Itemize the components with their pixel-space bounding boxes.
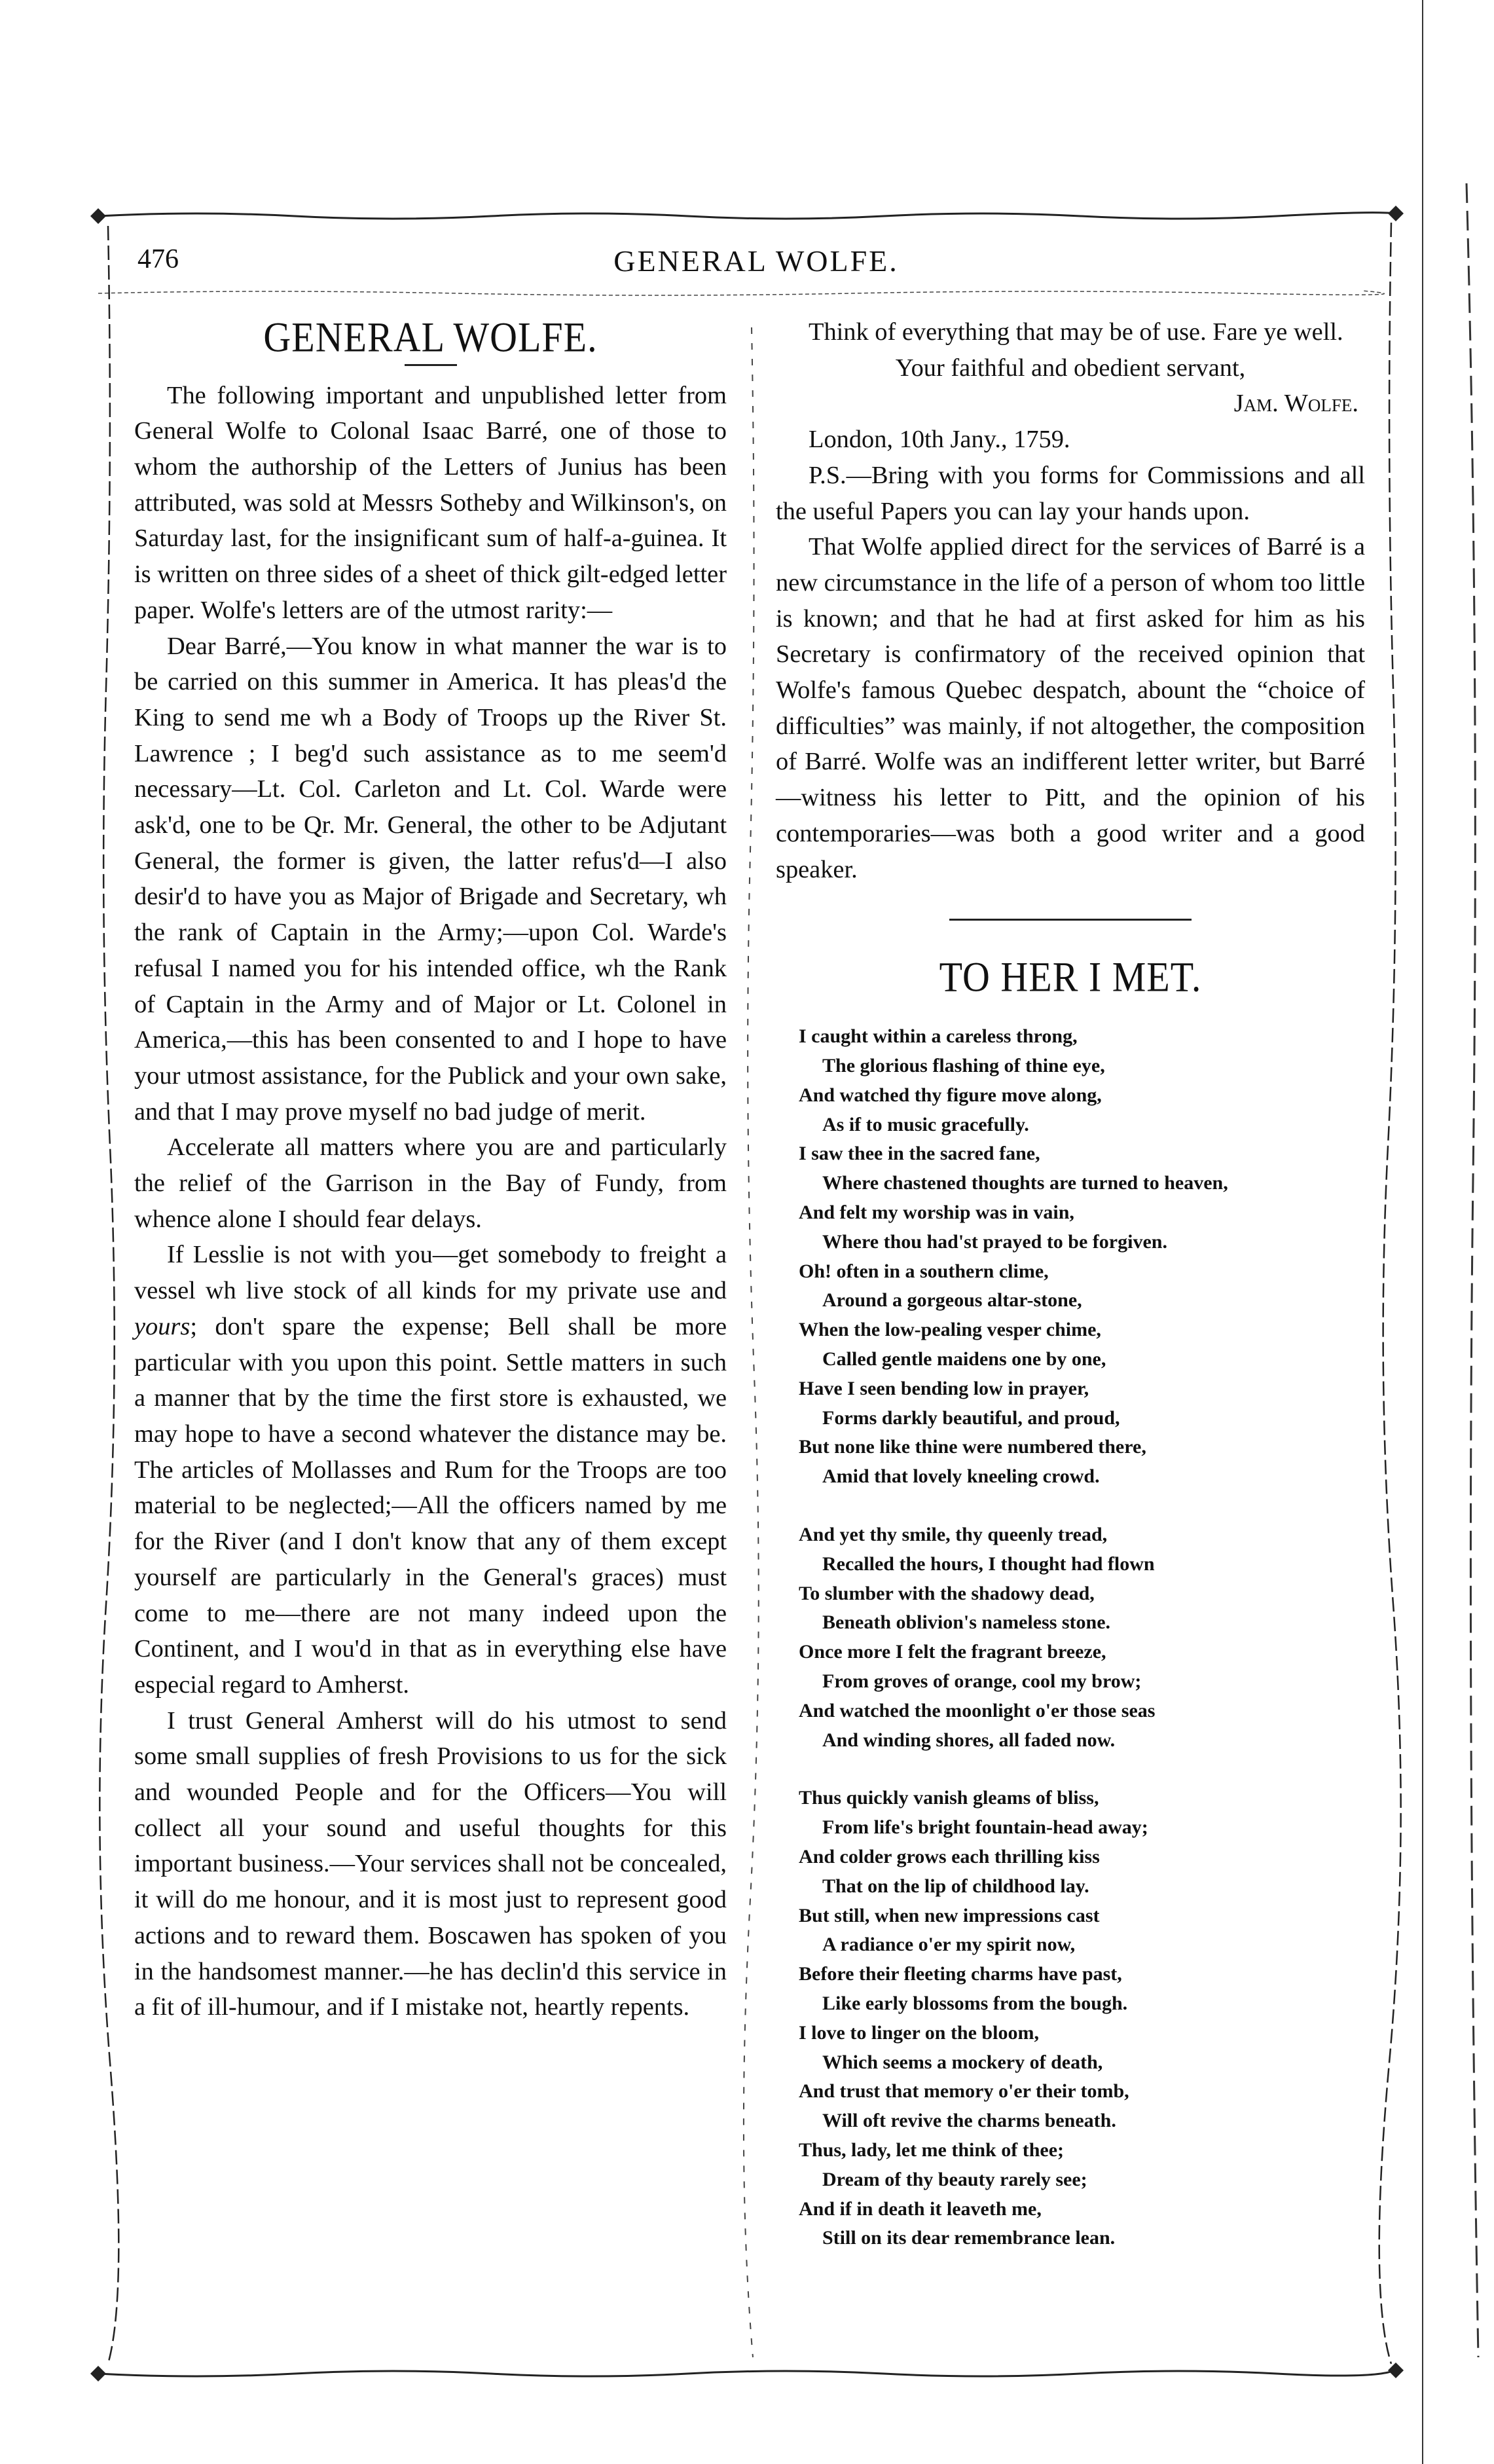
italic-word: yours <box>134 1312 191 1340</box>
poem-line: I love to linger on the bloom, <box>799 2021 1039 2044</box>
letter-paragraph: Think of everything that may be of use. Fare ye well. <box>809 318 1343 346</box>
poem-stanza <box>799 1520 1365 1755</box>
poem-line: Before their fleeting charms have past, <box>799 1963 1122 1985</box>
poem-line: And winding shores, all faded now. <box>822 1729 1116 1751</box>
letter-paragraph: Dear Barré,—You know in what manner the war is to be carried on this summer in America. It has pleas'd the King to send me wh a Body of Troops up the River St. Lawrence ; I beg'd such assistance as to me seem'd necessary—Lt. Col. Carleton and Lt. Col. Warde were ask'd, one to be Qr. Mr. General, the other to be Adjutant General, the former is given, the latter refus'd—I also desir'd to have you as Major of Brigade and Secretary, wh the rank of Captain in the Army;—upon Col. Warde's refusal I named you for his intended office, wh the Rank of Captain in the Army and of Major or Lt. Colonel in America,—this has been consented to and I hope to have your utmost assistance, for the Publick and your own sake, and that I may prove myself no bad judge of merit. <box>134 632 727 1126</box>
poem-line: Like early blossoms from the bough. <box>822 1992 1128 2014</box>
poem-line: Where chastened thoughts are turned to heaven, <box>822 1172 1228 1194</box>
poem-line: Thus, lady, let me think of thee; <box>799 2139 1065 2161</box>
poem-line: And if in death it leaveth me, <box>799 2197 1042 2220</box>
left-column <box>134 314 727 2025</box>
section-separator <box>949 919 1192 921</box>
poem-title: TO HER I MET. <box>939 953 1202 1001</box>
commentary-paragraph: That Wolfe applied direct for the services of Barré is a new circumstance in the life of a person of whom too little is known; and that he had at first asked for him as his Secretary is confirmatory of the received opinion that Wolfe's famous Quebec despatch, abount the “choice of difficulties” was mainly, if not altogether, the composition of Barré. Wolfe was an indifferent letter writer, but Barré—witness his letter to Pitt, and the opinion of his contemporaries—was both a good writer and a good speaker. <box>776 533 1365 883</box>
poem-line: Dream of thy beauty rarely see; <box>822 2168 1087 2190</box>
poem-line: And watched thy figure move along, <box>799 1084 1102 1106</box>
poem-line: And trust that memory o'er their tomb, <box>799 2080 1129 2103</box>
poem-line: Called gentle maidens one by one, <box>822 1348 1106 1370</box>
letter-date: London, 10th Jany., 1759. <box>809 426 1070 454</box>
poem-line: Have I seen bending low in prayer, <box>799 1377 1089 1399</box>
running-head: GENERAL WOLFE. <box>613 244 899 278</box>
poem-line: A radiance o'er my spirit now, <box>822 1934 1076 1956</box>
poem-line: Which seems a mockery of death, <box>822 2051 1103 2073</box>
poem-stanza <box>799 1784 1365 2253</box>
letter-paragraph: Accelerate all matters where you are and particularly the relief of the Garrison in the Bay of Fundy, from whence alone I should fear delays. <box>134 1133 727 1233</box>
poem-line: As if to music gracefully. <box>822 1113 1029 1135</box>
letter-paragraph <box>134 1237 727 1702</box>
poem-line: That on the lip of childhood lay. <box>822 1875 1089 1897</box>
intro-paragraph: The following important and unpublished letter from General Wolfe to Colonal Isaac Barré, one of those to whom the authorship of the Letters of Junius has been attributed, was sold at Messrs Sotheby and Wilkinson's, on Saturday last, for the insignificant sum of half-a-guinea. It is written on three sides of a sheet of thick gilt-edged letter paper. Wolfe's letters are of the utmost rarity:— <box>134 381 727 624</box>
letter-signature: Jam. Wolfe. <box>1233 390 1358 418</box>
poem-line: Once more I felt the fragrant breeze, <box>799 1641 1106 1663</box>
lesslie-text: If Lesslie is not with you—get somebody to freight a vessel wh live stock of all kinds for my private use and <box>134 1241 727 1305</box>
poem-line: Will oft revive the charms beneath. <box>822 2110 1116 2132</box>
poem-line: Amid that lovely kneeling crowd. <box>822 1465 1100 1488</box>
poem-line: And felt my worship was in vain, <box>799 1202 1074 1224</box>
lesslie-text-cont: Bell shall be more particular with you upon this point. Settle matters in such a manner that by the time the first store is exhausted, we may hope to have a second whatever the distance may be. The articles of Mollasses and Rum for the Troops are too material to be neglected;—All the officers named by me for the River (and I don't know that any of them except yourself are particularly in the General's graces) must come to me—there are not many indeed upon the Continent, and I wou'd in that as in everything else have especial regard to Amherst. <box>134 1312 727 1699</box>
poem-line: Still on its dear remembrance lean. <box>822 2227 1116 2249</box>
poem-line: Oh! often in a southern clime, <box>799 1260 1049 1282</box>
poem-line: But none like thine were numbered there, <box>799 1436 1146 1458</box>
article-title: GENERAL WOLFE. <box>263 313 598 361</box>
letter-closing: Your faithful and obedient servant, <box>895 354 1246 382</box>
poem-line: I caught within a careless throng, <box>799 1025 1078 1048</box>
poem-line: Beneath oblivion's nameless stone. <box>822 1611 1111 1634</box>
title-rule <box>405 364 457 366</box>
poem-line: And colder grows each thrilling kiss <box>799 1845 1100 1867</box>
page-number: 476 <box>137 244 179 274</box>
page-header <box>137 244 1375 289</box>
letter-paragraph: I trust General Amherst will do his utmost to send some small supplies of fresh Provisions to us for the sick and wounded People and for the Officers—You will collect all your sound and useful thoughts for this important business.—Your services shall not be concealed, it will do me honour, and it is most just to represent good actions and to reward them. Boscawen has spoken of you in the handsomest manner.—he has declin'd this service in a fit of ill-humour, and if I mistake not, heartly repents. <box>134 1706 727 2021</box>
right-column <box>776 314 1365 2282</box>
poem-line: From groves of orange, cool my brow; <box>822 1670 1142 1692</box>
postscript: P.S.—Bring with you forms for Commissions and all the useful Papers you can lay your hands upon. <box>776 461 1365 525</box>
poem-line: The glorious flashing of thine eye, <box>822 1055 1105 1077</box>
poem-line: But still, when new impressions cast <box>799 1904 1100 1926</box>
poem-line: Around a gorgeous altar-stone, <box>822 1289 1082 1312</box>
page-gutter-rule <box>1422 0 1423 2464</box>
poem-line: From life's bright fountain-head away; <box>822 1816 1148 1839</box>
poem-line: When the low-pealing vesper chime, <box>799 1319 1101 1341</box>
lesslie-text-after: ; don't spare the expense; <box>190 1312 508 1340</box>
poem-line: Thus quickly vanish gleams of bliss, <box>799 1787 1099 1809</box>
poem-line: And watched the moonlight o'er those seas <box>799 1699 1156 1721</box>
poem-stanza <box>799 1022 1365 1492</box>
poem-line: Forms darkly beautiful, and proud, <box>822 1407 1120 1429</box>
poem-body <box>799 1022 1365 2253</box>
poem-line: I saw thee in the sacred fane, <box>799 1143 1040 1165</box>
poem-line: And yet thy smile, thy queenly tread, <box>799 1524 1108 1545</box>
poem-line: Recalled the hours, I thought had flown <box>822 1553 1155 1575</box>
poem-line: Where thou had'st prayed to be forgiven. <box>822 1230 1167 1253</box>
poem-line: To slumber with the shadowy dead, <box>799 1582 1095 1604</box>
